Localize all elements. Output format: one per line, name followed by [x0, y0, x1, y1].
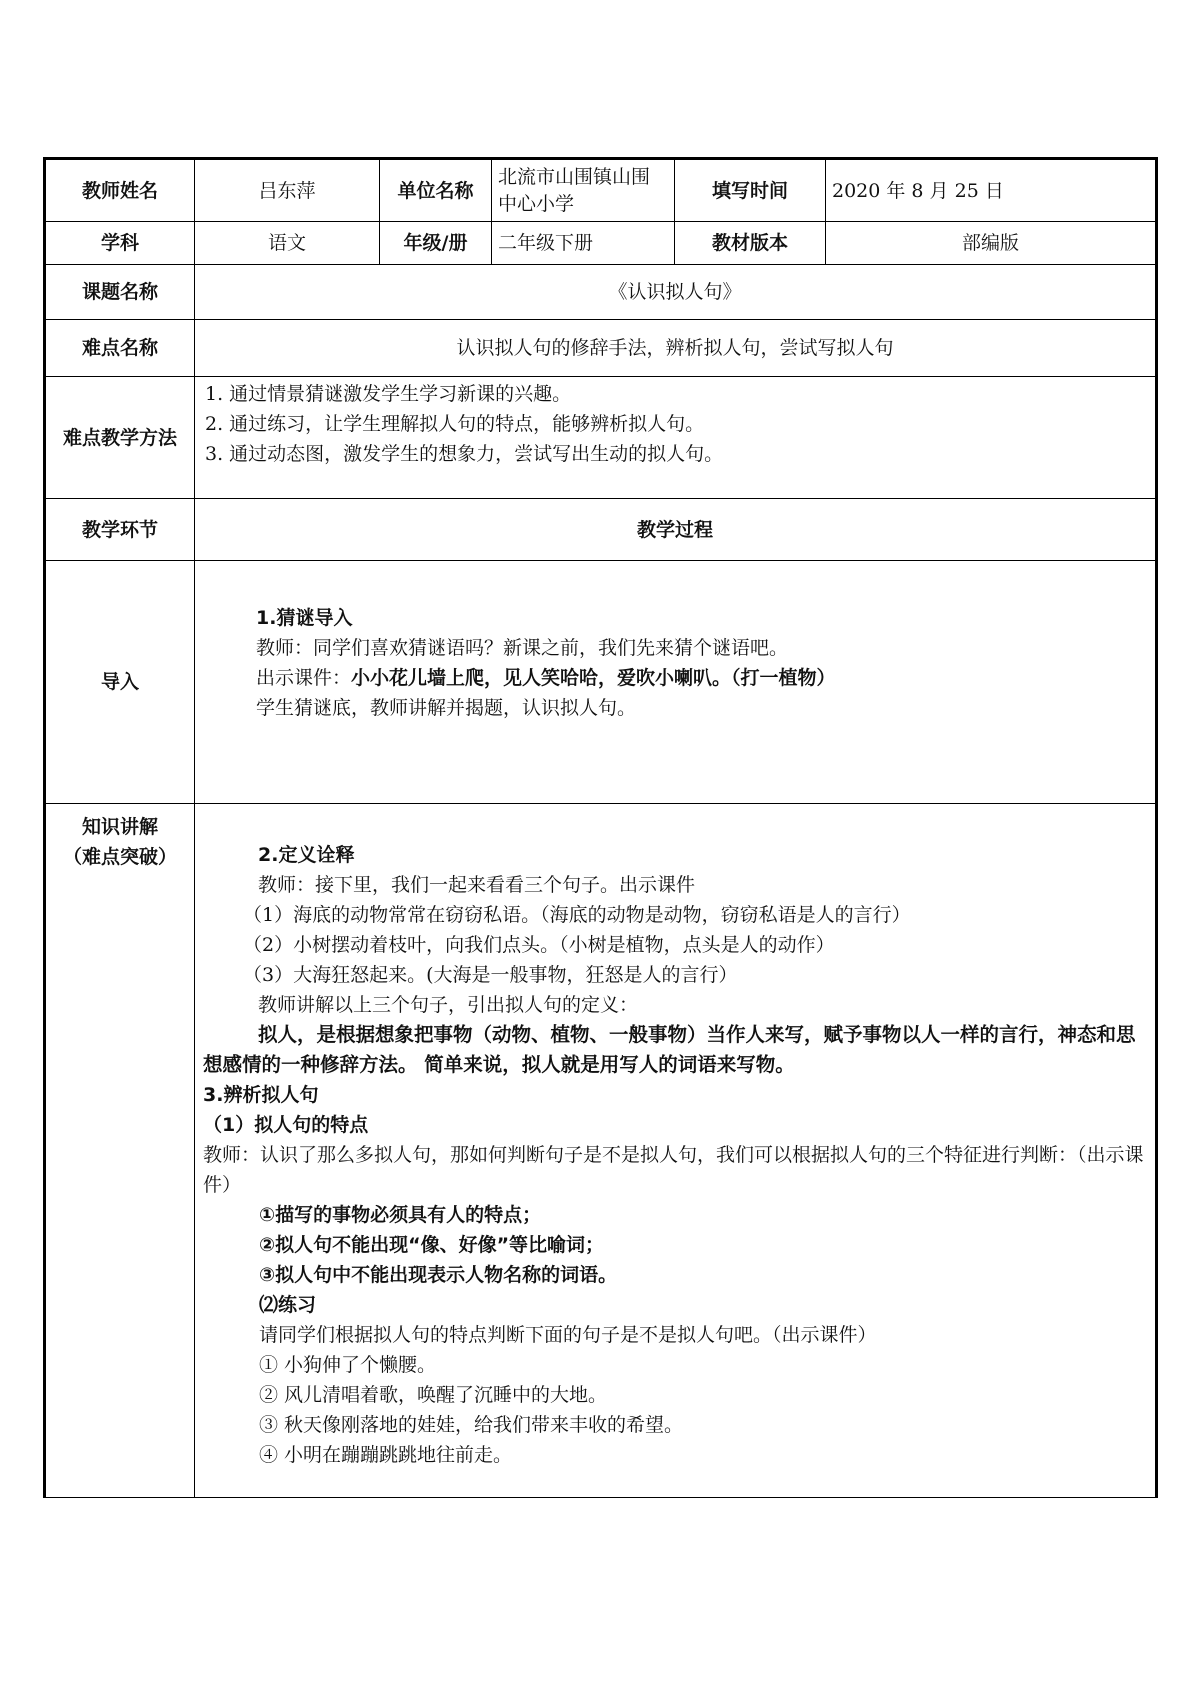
lesson-plan-table [43, 157, 1158, 1498]
knowledge-row [45, 804, 1157, 1498]
features-heading: （1）拟人句的特点 [203, 1114, 369, 1136]
method-item: 2. 通过练习，让学生理解拟人句的特点，能够辨析拟人句。 [205, 413, 705, 435]
header-row-1 [45, 159, 1157, 222]
subject-value: 语文 [195, 222, 380, 265]
edition-label: 教材版本 [675, 222, 826, 265]
unit-value: 北流市山围镇山围中心小学 [492, 159, 675, 222]
date-label: 填写时间 [675, 159, 826, 222]
unit-label: 单位名称 [380, 159, 492, 222]
intro-content [195, 561, 1157, 804]
header-row-2 [45, 222, 1157, 265]
teacher-explain: 教师：认识了那么多拟人句，那如何判断句子是不是拟人句，我们可以根据拟人句的三个特征进行判断：（出示课件） [203, 1144, 1144, 1196]
topic-row [45, 265, 1157, 320]
methods-row [45, 377, 1157, 499]
intro-label: 导入 [45, 561, 195, 804]
methods-label: 难点教学方法 [45, 377, 195, 499]
practice-intro: 请同学们根据拟人句的特点判断下面的句子是不是拟人句吧。（出示课件） [259, 1324, 877, 1346]
teacher-value: 吕东萍 [195, 159, 380, 222]
feature-item: ②拟人句不能出现“像、好像”等比喻词； [259, 1234, 605, 1256]
knowledge-content [195, 804, 1157, 1498]
knowledge-label-line: （难点突破） [62, 846, 177, 868]
methods-list [195, 377, 1157, 499]
definition-text: 拟人，是根据想象把事物（动物、植物、一般事物）当作人来写，赋予事物以人一样的言行，神态和思想感情的一种修辞方法。 简单来说，拟人就是用写人的词语来写物。 [203, 1023, 1136, 1076]
knowledge-label [45, 804, 195, 1498]
grade-value: 二年级下册 [492, 222, 675, 265]
knowledge-label-line: 知识讲解 [81, 816, 158, 838]
difficulty-row [45, 320, 1157, 377]
teacher-label: 教师姓名 [45, 159, 195, 222]
feature-item: ③拟人句中不能出现表示人物名称的词语。 [259, 1264, 618, 1286]
practice-item: ① 小狗伸了个懒腰。 [259, 1354, 437, 1376]
subject-label: 学科 [45, 222, 195, 265]
topic-value: 《认识拟人句》 [195, 265, 1157, 320]
method-item: 3. 通过动态图，激发学生的想象力，尝试写出生动的拟人句。 [205, 443, 724, 465]
example-sentence: （2）小树摆动着枝叶，向我们点头。（小树是植物，点头是人的动作） [243, 934, 835, 956]
intro-row [45, 561, 1157, 804]
definition-heading: 2.定义诠释 [258, 844, 355, 866]
date-value: 2020 年 8 月 25 日 [826, 159, 1157, 222]
grade-label: 年级/册 [380, 222, 492, 265]
process-title: 教学过程 [195, 499, 1157, 561]
example-sentence: （3）大海狂怒起来。(大海是一般事物，狂怒是人的言行） [243, 964, 738, 986]
intro-prefix: 出示课件： [256, 667, 352, 689]
intro-line [201, 663, 1149, 693]
practice-item: ③ 秋天像刚落地的娃娃，给我们带来丰收的希望。 [259, 1414, 684, 1436]
intro-heading: 1.猜谜导入 [256, 607, 353, 629]
process-header-row [45, 499, 1157, 561]
riddle-text: 小小花儿墙上爬，见人笑哈哈，爱吹小喇叭。（打一植物） [351, 667, 836, 689]
identify-heading: 3.辨析拟人句 [203, 1084, 319, 1106]
intro-line: 教师：同学们喜欢猜谜语吗？新课之前，我们先来猜个谜语吧。 [256, 637, 789, 659]
knowledge-intro: 教师：接下里，我们一起来看看三个句子。出示课件 [258, 874, 696, 896]
difficulty-value: 认识拟人句的修辞手法，辨析拟人句，尝试写拟人句 [195, 320, 1157, 377]
process-label: 教学环节 [45, 499, 195, 561]
practice-heading: ⑵练习 [259, 1294, 317, 1316]
feature-item: ①描写的事物必须具有人的特点； [259, 1204, 542, 1226]
topic-label: 课题名称 [45, 265, 195, 320]
method-item: 1. 通过情景猜谜激发学生学习新课的兴趣。 [205, 383, 572, 405]
intro-line: 学生猜谜底，教师讲解并揭题，认识拟人句。 [256, 697, 637, 719]
practice-item: ② 风儿清唱着歌，唤醒了沉睡中的大地。 [259, 1384, 608, 1406]
difficulty-label: 难点名称 [45, 320, 195, 377]
definition-lead: 教师讲解以上三个句子，引出拟人句的定义： [258, 994, 639, 1016]
practice-item: ④ 小明在蹦蹦跳跳地往前走。 [259, 1444, 513, 1466]
edition-value: 部编版 [826, 222, 1157, 265]
example-sentence: （1）海底的动物常常在窃窃私语。（海底的动物是动物，窃窃私语是人的言行） [243, 904, 911, 926]
